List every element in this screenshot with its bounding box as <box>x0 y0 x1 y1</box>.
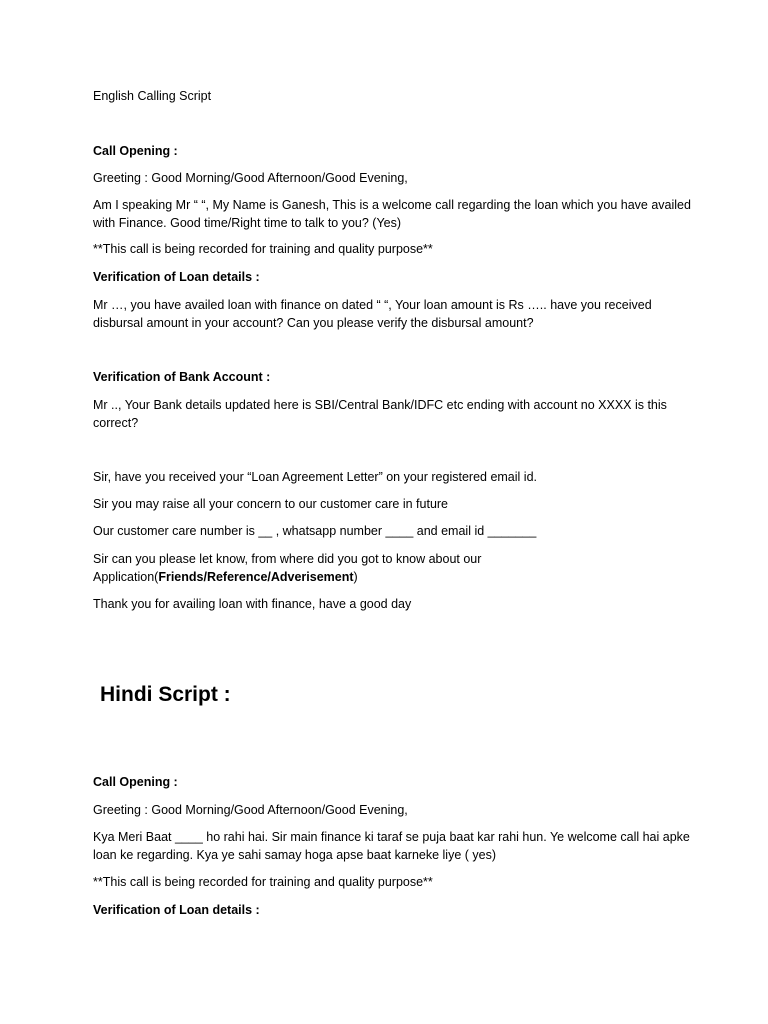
customer-care-concern-line: Sir you may raise all your concern to our customer care in future <box>93 497 449 511</box>
hindi-intro-paragraph: Kya Meri Baat ____ ho rahi hai. Sir main finance ki taraf se puja baat kar rahi hun. Ye welcome call hai apke loan ke regarding. Kya ye sahi samay hoga apse baat karneke liye ( yes) <box>93 830 690 862</box>
intro-paragraph: Am I speaking Mr “ “, My Name is Ganesh, This is a welcome call regarding the loan which you have availed with Finance. Good time/Right time to talk to you? (Yes) <box>93 198 691 230</box>
hindi-recording-notice: **This call is being recorded for training and quality purpose** <box>93 875 433 889</box>
english-script-title: English Calling Script <box>93 89 212 103</box>
hindi-call-opening-heading: Call Opening : <box>93 775 178 789</box>
recording-notice: **This call is being recorded for training and quality purpose** <box>93 242 433 256</box>
source-options-line <box>93 568 358 586</box>
customer-care-contact-line: Our customer care number is __ , whatsapp number ____ and email id _______ <box>93 524 537 538</box>
agreement-letter-line: Sir, have you received your “Loan Agreement Letter” on your registered email id. <box>93 470 537 484</box>
bank-verification-heading: Verification of Bank Account : <box>93 370 271 384</box>
source-options: Friends/Reference/Adverisement <box>158 570 354 584</box>
source-question-line: Sir can you please let know, from where did you got to know about our <box>93 552 482 566</box>
hindi-loan-verification-heading: Verification of Loan details : <box>93 903 260 917</box>
hindi-script-title: Hindi Script : <box>100 683 231 706</box>
hindi-greeting-line: Greeting : Good Morning/Good Afternoon/Good Evening, <box>93 803 408 817</box>
loan-verification-text: Mr …, you have availed loan with finance on dated “ “, Your loan amount is Rs ….. have you received disbursal amount in your account? Can you please verify the disbursal amount? <box>93 298 652 330</box>
loan-verification-heading: Verification of Loan details : <box>93 270 260 284</box>
thank-you-line: Thank you for availing loan with finance, have a good day <box>93 597 412 611</box>
greeting-line: Greeting : Good Morning/Good Afternoon/Good Evening, <box>93 171 408 185</box>
source-suffix: ) <box>353 570 358 584</box>
bank-verification-text: Mr .., Your Bank details updated here is SBI/Central Bank/IDFC etc ending with account no XXXX is this correct? <box>93 398 667 430</box>
call-opening-heading: Call Opening : <box>93 144 178 158</box>
source-prefix: Application( <box>93 570 159 584</box>
